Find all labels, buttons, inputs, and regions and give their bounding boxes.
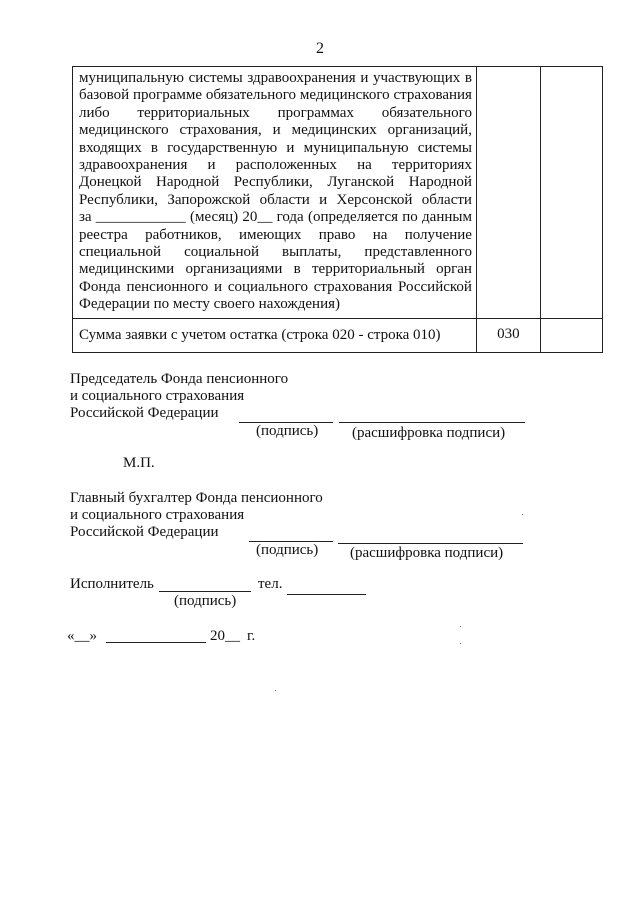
chairman-title-line2: и социального страхования xyxy=(70,388,245,404)
accountant-title-line2: и социального страхования xyxy=(70,507,245,523)
executor-signature-line xyxy=(159,591,251,592)
accountant-title-line1: Главный бухгалтер Фонда пенсионного xyxy=(70,490,323,506)
description-line: специальной социальной выплаты, представленного xyxy=(79,244,472,261)
date-month-line xyxy=(106,642,206,643)
description-line: Федерации по месту своего нахождения) xyxy=(79,296,341,313)
date-year-prefix: 20__ xyxy=(210,628,240,644)
description-line: Донецкой Народной Республики, Луганской Народной xyxy=(79,174,472,191)
scan-speck xyxy=(522,514,523,515)
value-cell xyxy=(540,67,602,319)
total-row xyxy=(73,318,603,352)
description-line: либо территориальных программах обязательного xyxy=(79,104,472,121)
chairman-title-line1: Председатель Фонда пенсионного xyxy=(70,371,289,387)
chairman-decoding-caption: (расшифровка подписи) xyxy=(352,425,506,441)
date-day: «__» xyxy=(67,628,97,644)
request-table xyxy=(72,66,603,353)
chairman-title-line3: Российской Федерации xyxy=(70,405,219,421)
description-cell xyxy=(73,67,477,319)
page-number: 2 xyxy=(316,40,324,57)
description-line: реестра работников, имеющих право на получение xyxy=(79,226,472,243)
description-line: входящих в государственную и муниципальную системы xyxy=(79,139,472,156)
executor-phone-label: тел. xyxy=(258,576,283,592)
total-label-cell: Сумма заявки с учетом остатка (строка 020 - строка 010) xyxy=(73,318,477,352)
description-line: медицинскими организациями в территориальный орган xyxy=(79,261,472,278)
code-cell xyxy=(476,67,540,319)
total-value-cell xyxy=(540,318,602,352)
executor-phone-line xyxy=(287,594,366,595)
description-line: Фонда пенсионного и социального страхования Российской xyxy=(79,278,472,295)
scan-speck xyxy=(460,626,461,627)
accountant-signature-caption: (подпись) xyxy=(256,542,319,558)
accountant-decoding-line xyxy=(338,543,523,544)
description-line: муниципальную системы здравоохранения и участвующих в xyxy=(79,70,472,86)
description-line: Республики, Запорожской области и Херсонской области xyxy=(79,191,472,208)
chairman-decoding-line xyxy=(339,422,525,423)
total-code-cell: 030 xyxy=(476,318,540,352)
table-row xyxy=(73,67,603,319)
accountant-decoding-caption: (расшифровка подписи) xyxy=(350,545,504,561)
description-line: медицинского страхования, и медицинских организаций, xyxy=(79,122,472,139)
chairman-signature-caption: (подпись) xyxy=(256,423,319,439)
executor-signature-caption: (подпись) xyxy=(174,593,237,609)
description-line: за ____________ (месяц) 20__ года (определяется по данным xyxy=(79,209,472,226)
accountant-title-line3: Российской Федерации xyxy=(70,524,219,540)
scan-speck xyxy=(460,643,461,644)
scan-speck xyxy=(275,690,276,691)
date-year-suffix: г. xyxy=(247,628,256,644)
executor-label: Исполнитель xyxy=(70,576,154,592)
seal-label: М.П. xyxy=(123,455,155,471)
description-line: базовой программе обязательного медицинского страхования xyxy=(79,87,472,104)
description-line: здравоохранения и расположенных на территориях xyxy=(79,157,472,174)
